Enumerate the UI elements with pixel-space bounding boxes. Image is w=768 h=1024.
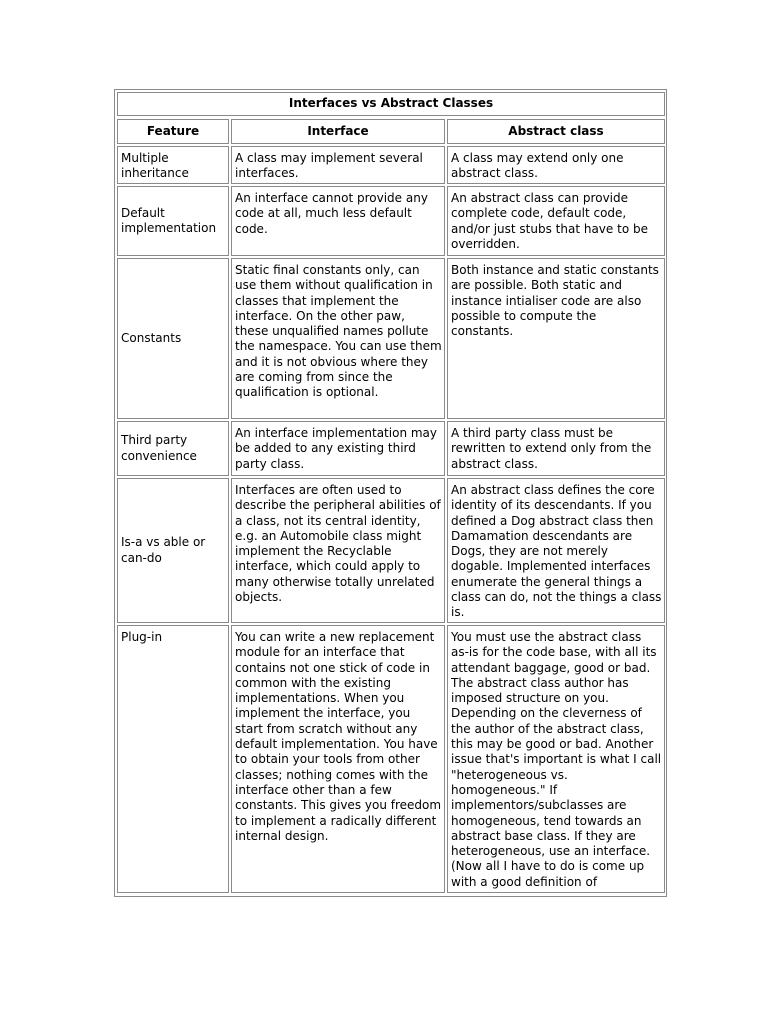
feature-is-a-vs-can-do: Is-a vs able or can-do bbox=[117, 478, 229, 623]
interface-third-party-convenience: An interface implementation may be added to any existing third party class. bbox=[231, 421, 445, 476]
interface-constants: Static final constants only, can use them without qualification in classes that implement the interface. On the other paw, these unqualified names pollute the namespace. You can use them and it is not obvious where they are coming from since the qualification is optional. bbox=[231, 258, 445, 419]
feature-plug-in: Plug-in bbox=[117, 625, 229, 893]
table-title: Interfaces vs Abstract Classes bbox=[117, 92, 665, 116]
abstract-is-a-vs-can-do: An abstract class defines the core identity of its descendants. If you defined a Dog abstract class then Damamation descendants are Dogs, they are not merely dogable. Implemented interfaces enumerate the general things a class can do, not the things a class is. bbox=[447, 478, 665, 623]
feature-constants: Constants bbox=[117, 258, 229, 419]
abstract-third-party-convenience: A third party class must be rewritten to extend only from the abstract class. bbox=[447, 421, 665, 476]
header-abstract-class: Abstract class bbox=[447, 119, 665, 144]
interface-default-implementation: An interface cannot provide any code at all, much less default code. bbox=[231, 186, 445, 256]
feature-multiple-inheritance: Multiple inheritance bbox=[117, 146, 229, 184]
feature-default-implementation: Default implementation bbox=[117, 186, 229, 256]
header-feature: Feature bbox=[117, 119, 229, 144]
comparison-table bbox=[114, 89, 667, 897]
feature-third-party-convenience: Third party convenience bbox=[117, 421, 229, 476]
interface-multiple-inheritance: A class may implement several interfaces. bbox=[231, 146, 445, 184]
header-interface: Interface bbox=[231, 119, 445, 144]
abstract-multiple-inheritance: A class may extend only one abstract class. bbox=[447, 146, 665, 184]
interface-is-a-vs-can-do: Interfaces are often used to describe the peripheral abilities of a class, not its central identity, e.g. an Automobile class might implement the Recyclable interface, which could apply to many otherwise totally unrelated objects. bbox=[231, 478, 445, 623]
table-grid bbox=[116, 91, 665, 895]
abstract-constants: Both instance and static constants are possible. Both static and instance intialiser code are also possible to compute the constants. bbox=[447, 258, 665, 419]
abstract-default-implementation: An abstract class can provide complete code, default code, and/or just stubs that have to be overridden. bbox=[447, 186, 665, 256]
interface-plug-in: You can write a new replacement module for an interface that contains not one stick of code in common with the existing implementations. When you implement the interface, you start from scratch without any default implementation. You have to obtain your tools from other classes; nothing comes with the interface other than a few constants. This gives you freedom to implement a radically different internal design. bbox=[231, 625, 445, 893]
abstract-plug-in: You must use the abstract class as-is for the code base, with all its attendant baggage, good or bad. The abstract class author has imposed structure on you. Depending on the cleverness of the author of the abstract class, this may be good or bad. Another issue that's important is what I call "heterogeneous vs. homogeneous." If implementors/subclasses are homogeneous, tend towards an abstract base class. If they are heterogeneous, use an interface. (Now all I have to do is come up with a good definition of bbox=[447, 625, 665, 893]
